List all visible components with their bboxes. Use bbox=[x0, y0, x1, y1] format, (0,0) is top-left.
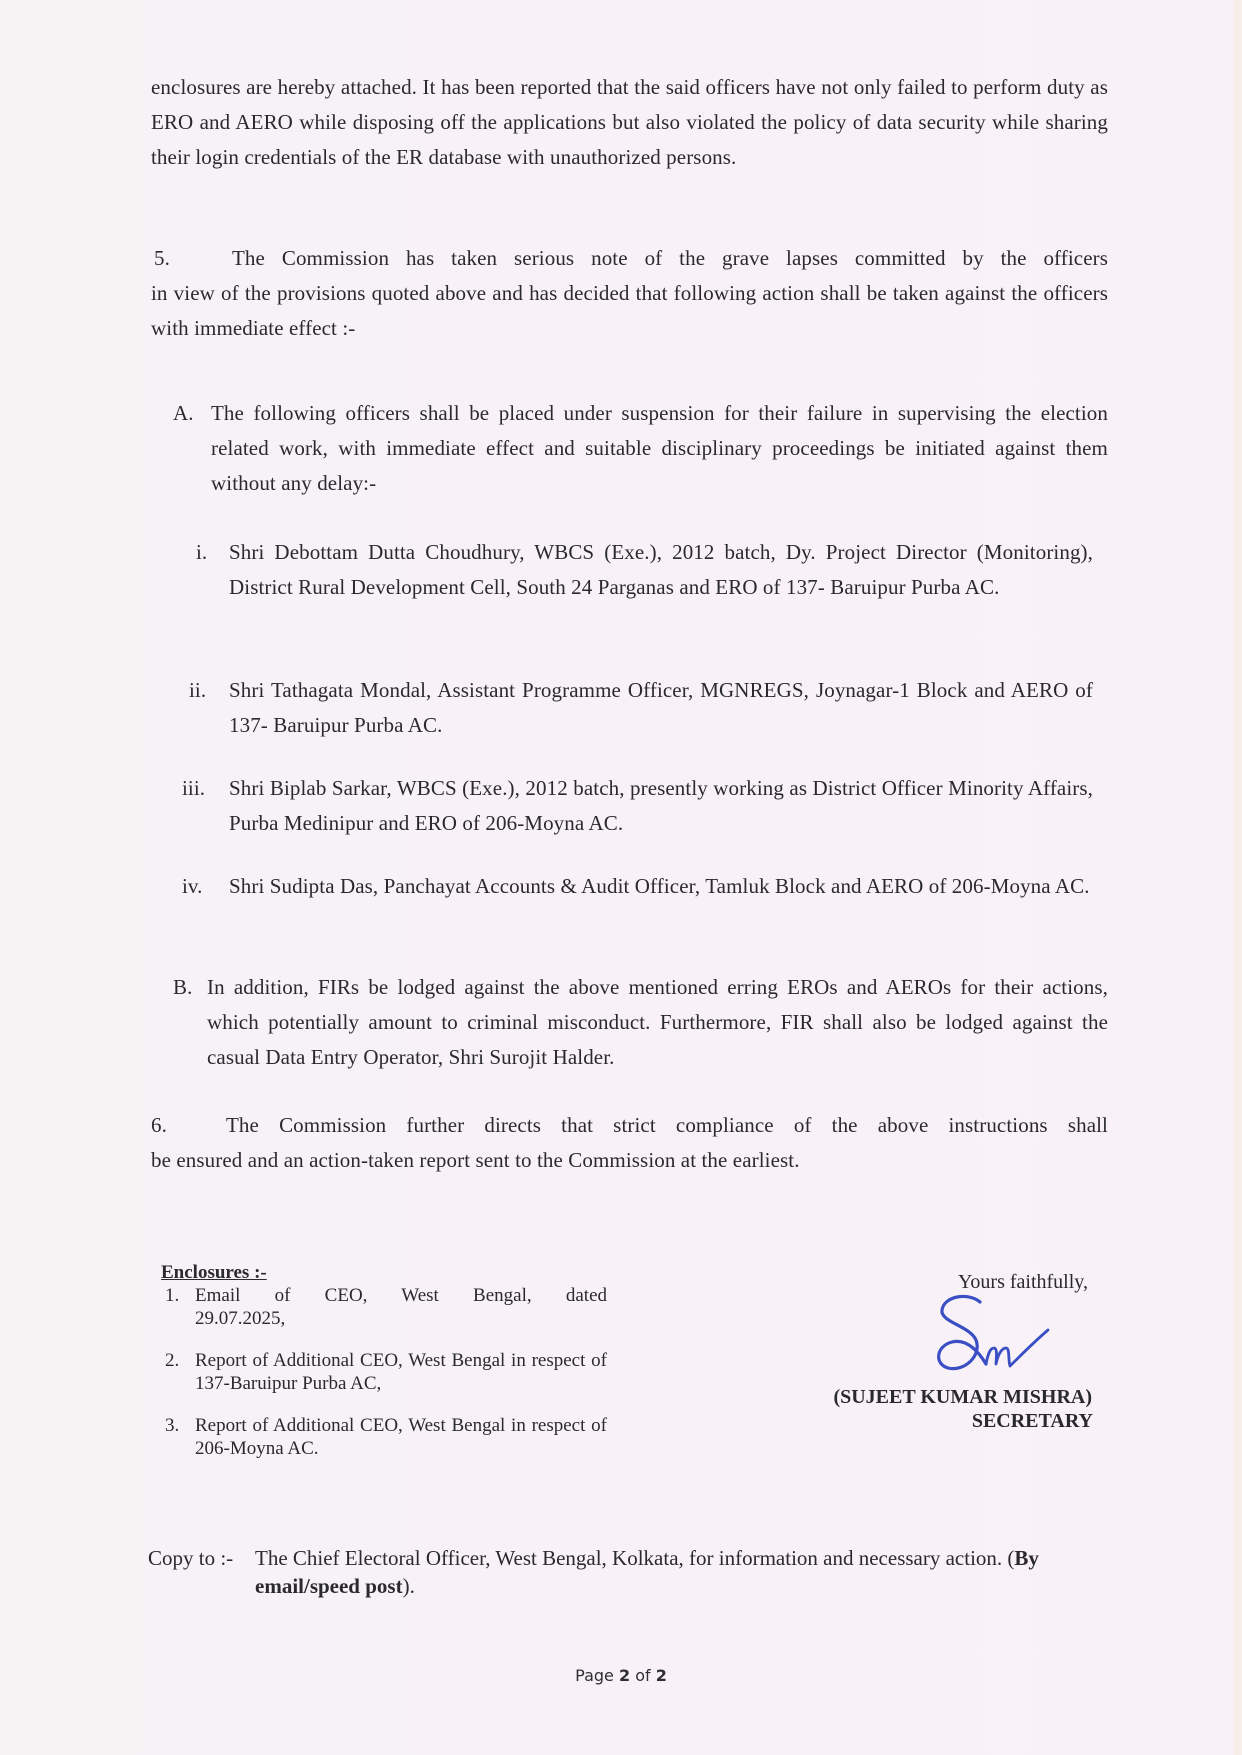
paragraph-5-lead: The Commission has taken serious note of the grave lapses committed by the officers bbox=[232, 246, 1108, 270]
copy-to-tail: ). bbox=[402, 1574, 415, 1598]
enclosure-item-number: 2. bbox=[165, 1350, 180, 1371]
handwritten-signature bbox=[930, 1290, 1060, 1385]
copy-to-text bbox=[255, 1544, 1108, 1600]
paragraph-5 bbox=[151, 241, 1108, 346]
enclosure-item-number: 1. bbox=[165, 1285, 180, 1306]
page-number-footer bbox=[0, 1666, 1242, 1685]
copy-to-label: Copy to :- bbox=[148, 1546, 234, 1570]
action-a-text: The following officers shall be placed under suspension for their failure in supervising the election related work, with immediate effect and suitable disciplinary proceedings be initiated against them without any delay:- bbox=[211, 401, 1108, 495]
paragraph-continuation: enclosures are hereby attached. It has been reported that the said officers have not only failed to perform duty as ERO and AERO while disposing off the applications but also violated the policy of data security while sharing their login credentials of the ER database with unauthorized persons. bbox=[151, 75, 1108, 169]
page-word: Page bbox=[575, 1666, 614, 1685]
paragraph-6 bbox=[151, 1108, 1108, 1178]
copy-to-mode: By email/speed post bbox=[255, 1546, 1039, 1598]
enclosure-item-text: Report of Additional CEO, West Bengal in respect of 206-Moyna AC. bbox=[195, 1415, 607, 1459]
action-a-label: A. bbox=[173, 401, 194, 425]
enclosures-list bbox=[161, 1284, 611, 1479]
officer-item-label: ii. bbox=[189, 678, 207, 702]
signatory-designation: SECRETARY bbox=[971, 1410, 1093, 1432]
of-word: of bbox=[635, 1666, 651, 1685]
paragraph-5-rest: in view of the provisions quoted above and has decided that following action shall be taken against the officers with immediate effect :- bbox=[151, 281, 1108, 340]
enclosure-item bbox=[161, 1284, 611, 1330]
officer-item-label: iv. bbox=[182, 874, 203, 898]
closing-salutation: Yours faithfully, bbox=[957, 1271, 1088, 1293]
enclosure-item bbox=[161, 1349, 611, 1395]
action-b-text: In addition, FIRs be lodged against the above mentioned erring EROs and AEROs for their actions, which potentially amount to criminal misconduct. Furthermore, FIR shall also be lodged against the casual Data Entry Operator, Shri Surojit Halder. bbox=[207, 975, 1108, 1069]
officer-item-label: i. bbox=[196, 540, 208, 564]
officer-item-text: Shri Biplab Sarkar, WBCS (Exe.), 2012 batch, presently working as District Officer Minority Affairs, Purba Medinipur and ERO of 206-Moyna AC. bbox=[229, 776, 1093, 835]
current-page: 2 bbox=[618, 1666, 631, 1685]
enclosure-item-text-line2: 29.07.2025, bbox=[195, 1308, 286, 1329]
enclosure-item-text: Report of Additional CEO, West Bengal in respect of 137-Baruipur Purba AC, bbox=[195, 1350, 607, 1394]
paragraph-6-rest: be ensured and an action-taken report sent to the Commission at the earliest. bbox=[151, 1148, 800, 1172]
enclosure-item bbox=[161, 1414, 611, 1460]
signatory-name: (SUJEET KUMAR MISHRA) bbox=[833, 1386, 1092, 1408]
officer-item-label: iii. bbox=[182, 776, 206, 800]
total-pages: 2 bbox=[655, 1666, 667, 1685]
paragraph-5-number: 5. bbox=[154, 246, 170, 270]
enclosure-item-number: 3. bbox=[165, 1415, 180, 1436]
officer-item-text: Shri Debottam Dutta Choudhury, WBCS (Exe.), 2012 batch, Dy. Project Director (Monitoring), District Rural Development Cell, South 24 Parganas and ERO of 137- Baruipur Purba AC. bbox=[229, 540, 1093, 599]
officer-item-text: Shri Sudipta Das, Panchayat Accounts & Audit Officer, Tamluk Block and AERO of 206-Moyna AC. bbox=[229, 874, 1090, 898]
paper-edge bbox=[1234, 0, 1242, 1755]
action-b-label: B. bbox=[173, 975, 193, 999]
officer-item-text: Shri Tathagata Mondal, Assistant Programme Officer, MGNREGS, Joynagar-1 Block and AERO of 137- Baruipur Purba AC. bbox=[229, 678, 1093, 737]
paragraph-6-lead: The Commission further directs that strict compliance of the above instructions shall bbox=[226, 1113, 1108, 1137]
copy-to-body: The Chief Electoral Officer, West Bengal, Kolkata, for information and necessary action. ( bbox=[255, 1546, 1015, 1570]
enclosure-item-text-line1: Email of CEO, West Bengal, dated bbox=[195, 1285, 607, 1306]
paragraph-6-number: 6. bbox=[151, 1113, 167, 1137]
enclosures-title: Enclosures :- bbox=[161, 1262, 267, 1283]
